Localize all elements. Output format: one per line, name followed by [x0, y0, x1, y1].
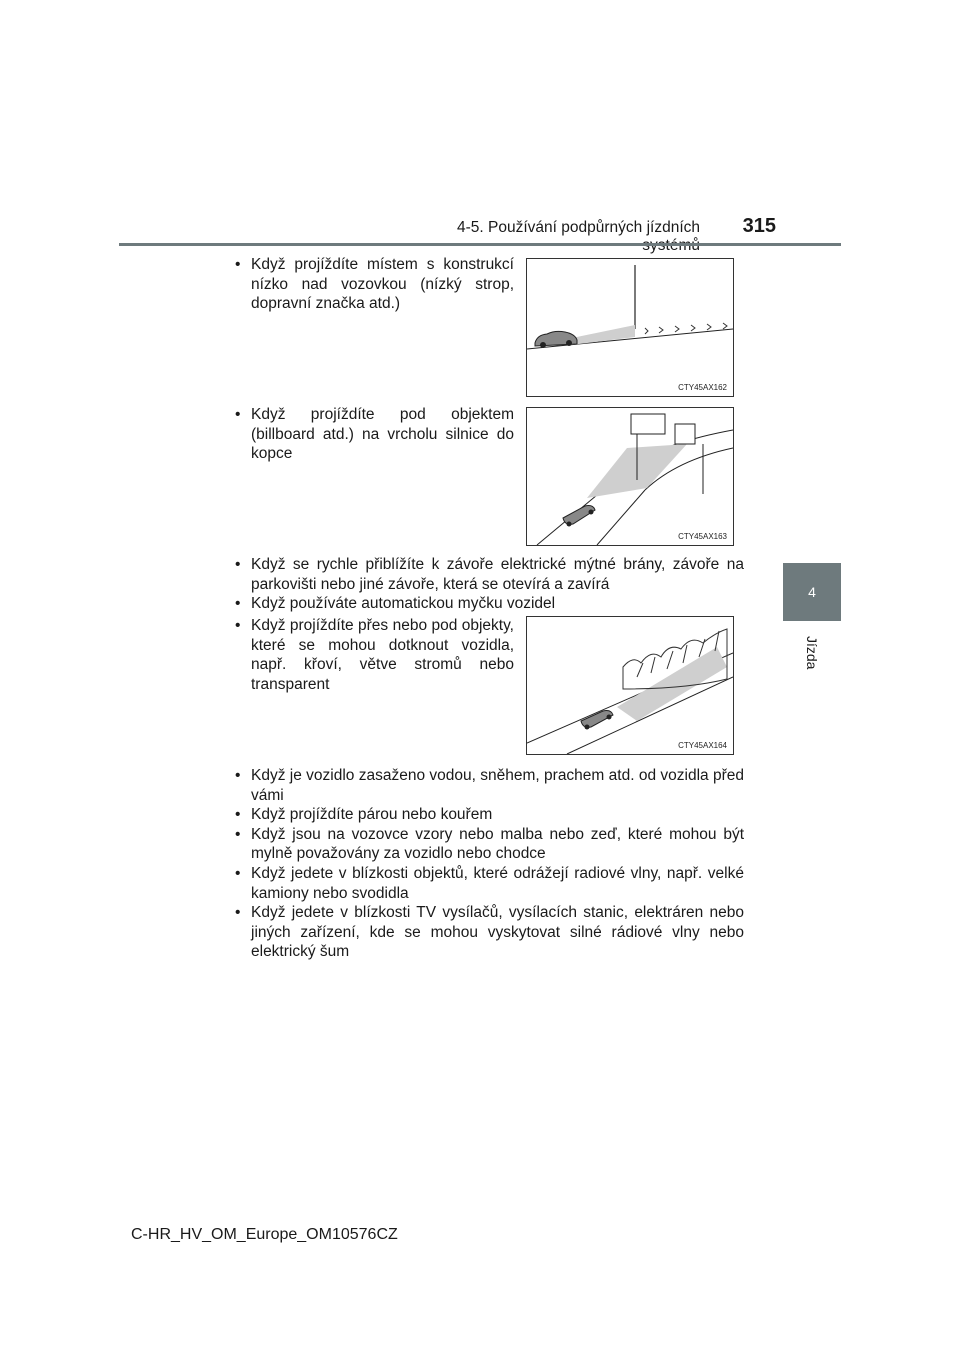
bullet-list	[231, 766, 744, 962]
bullet-list	[231, 616, 514, 694]
chapter-label: Jízda	[804, 636, 820, 670]
figure-code: CTY45AX163	[678, 532, 727, 541]
list-item: • Když se rychle přiblížíte k závoře elektrické mýtné brány, závoře na parkovišti nebo jiné závoře, která se otevírá a zavírá	[231, 555, 744, 594]
list-item: • Když projíždíte místem s konstrukcí nízko nad vozovkou (nízký strop, dopravní značka atd.)	[231, 255, 514, 314]
illustration-bushes	[527, 617, 733, 754]
list-item: • Když je vozidlo zasaženo vodou, sněhem, prachem atd. od vozidla před vámi	[231, 766, 744, 805]
figure-code: CTY45AX164	[678, 741, 727, 750]
list-item: • Když jsou na vozovce vzory nebo malba nebo zeď, které mohou být mylně považovány za vozidlo nebo chodce	[231, 825, 744, 864]
bullet-list	[231, 555, 744, 614]
illustration-billboard	[527, 408, 733, 545]
car-icon	[581, 711, 613, 730]
list-item: • Když projíždíte párou nebo kouřem	[231, 805, 744, 825]
bullet-list	[231, 255, 514, 314]
figure-code: CTY45AX162	[678, 383, 727, 392]
page-number: 315	[742, 215, 776, 237]
document-code: C-HR_HV_OM_Europe_OM10576CZ	[131, 1226, 398, 1243]
car-icon	[535, 331, 577, 348]
chapter-tab	[783, 563, 841, 621]
figure-low-structure	[526, 258, 734, 397]
chapter-number: 4	[808, 584, 816, 600]
section-title: 4-5. Používání podpůrných jízdních	[457, 219, 700, 236]
illustration-low-structure	[527, 259, 733, 396]
list-item: • Když používáte automatickou myčku vozidel	[231, 594, 744, 614]
bullet-list	[231, 405, 514, 464]
list-item: • Když projíždíte pod objektem (billboard atd.) na vrcholu silnice do kopce	[231, 405, 514, 464]
figure-bushes	[526, 616, 734, 755]
list-item: • Když projíždíte přes nebo pod objekty, které se mohou dotknout vozidla, např. křoví, větve stromů nebo transparent	[231, 616, 514, 694]
car-icon	[563, 506, 595, 527]
list-item: • Když jedete v blízkosti objektů, které odrážejí radiové vlny, např. velké kamiony nebo svodidla	[231, 864, 744, 903]
list-item: • Když jedete v blízkosti TV vysílačů, vysílacích stanic, elektráren nebo jiných zařízení, kde se mohou vyskytovat silné rádiové vlny nebo elektrický šum	[231, 903, 744, 962]
header-divider	[119, 243, 841, 246]
figure-billboard	[526, 407, 734, 546]
